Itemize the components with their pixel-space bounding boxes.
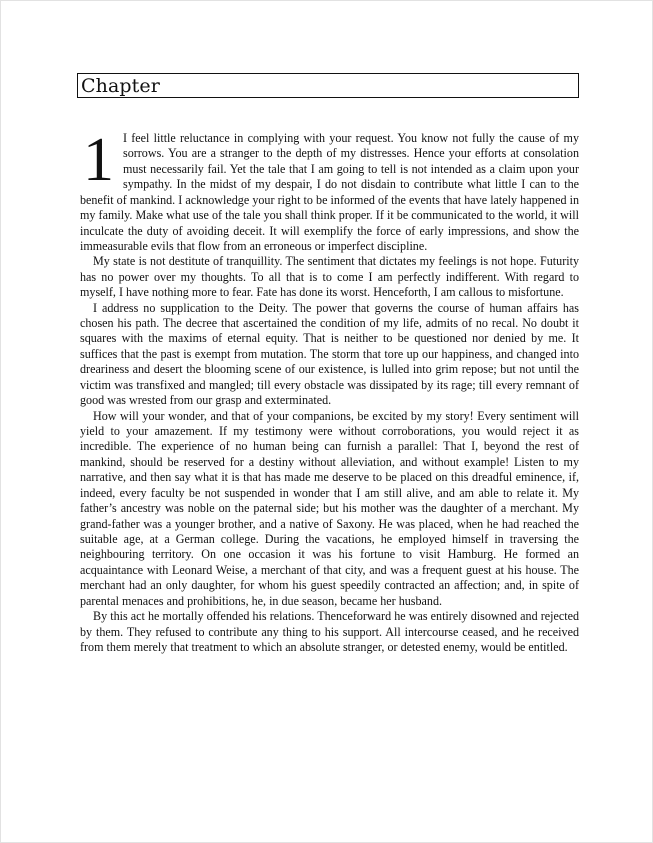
drop-cap-number: 1 — [83, 126, 114, 194]
chapter-title: Chapter — [81, 75, 160, 97]
paragraph-4: How will your wonder, and that of your companions, be excited by my story! Every sentiment will yield to your amazement. If my testimony were without corroborations, you would reject it as incredible. The experience of no human being can furnish a parallel: That I, beyond the rest of mankind, should be reserved for a destiny without alleviation, and without example! Listen to my narrative, and then say what it is that has made me deserve to be placed on this dreadful eminence, if, indeed, every faculty be not suspended in wonder that I am still alive, and am able to relate it. My father’s ancestry was noble on the paternal side; but his mother was the daughter of a merchant. My grand-father was a younger brother, and a native of Saxony. He was placed, when he had reached the suitable age, at a German college. During the vacations, he employed himself in traversing the neighbouring territory. On one occasion it was his fortune to visit Hamburg. He formed an acquaintance with Leonard Weise, a merchant of that city, and was a frequent guest at his house. The merchant had an only daughter, for whom his guest speedily contracted an affection; and, in spite of parental menaces and prohibitions, he, in due season, became her husband. — [80, 408, 579, 608]
paragraph-5: By this act he mortally offended his relations. Thenceforward he was entirely disowned and rejected by them. They refused to contribute any thing to his support. All intercourse ceased, and he received from them merely that treatment to which an absolute stranger, or detested enemy, would be entitled. — [80, 609, 579, 654]
chapter-heading-box — [77, 73, 579, 98]
paragraph-1 — [80, 126, 579, 254]
paragraph-2: My state is not destitute of tranquillity. The sentiment that dictates my feelings is not hope. Futurity has no power over my thoughts. To all that is to come I am perfectly indifferent. With regard to myself, I have nothing more to fear. Fate has done its worst. Henceforth, I am callous to misfortune. — [80, 254, 579, 300]
paragraph-1-text: I feel little reluctance in complying with your request. You know not fully the cause of my sorrows. You are a stranger to the depth of my distresses. Hence your efforts at consolation must necessarily fail. Yet the tale that I am going to tell is not intended as a claim upon your sympathy. In the midst of my despair, I do not disdain to contribute what little I can to the benefit of mankind. I acknowledge your right to be informed of the events that have lately happened in my family. Make what use of the tale you shall think proper. If it be communicated to the world, it will inculcate the duty of avoiding deceit. It will exemplify the force of early impressions, and show the immeasurable evils that flow from an erroneous or imperfect discipline. — [80, 131, 579, 253]
paragraph-3: I address no supplication to the Deity. The power that governs the course of human affairs has chosen his path. The decree that ascertained the condition of my life, admits of no recal. No doubt it squares with the maxims of eternal equity. That is neither to be questioned nor denied by me. It suffices that the past is exempt from mutation. The storm that tore up our happiness, and changed into dreariness and desert the blooming scene of our existence, is lulled into grim repose; but not until the victim was transfixed and mangled; till every obstacle was dissipated by its rage; till every remnant of good was wrested from our grasp and exterminated. — [80, 300, 579, 408]
chapter-body — [80, 126, 579, 655]
